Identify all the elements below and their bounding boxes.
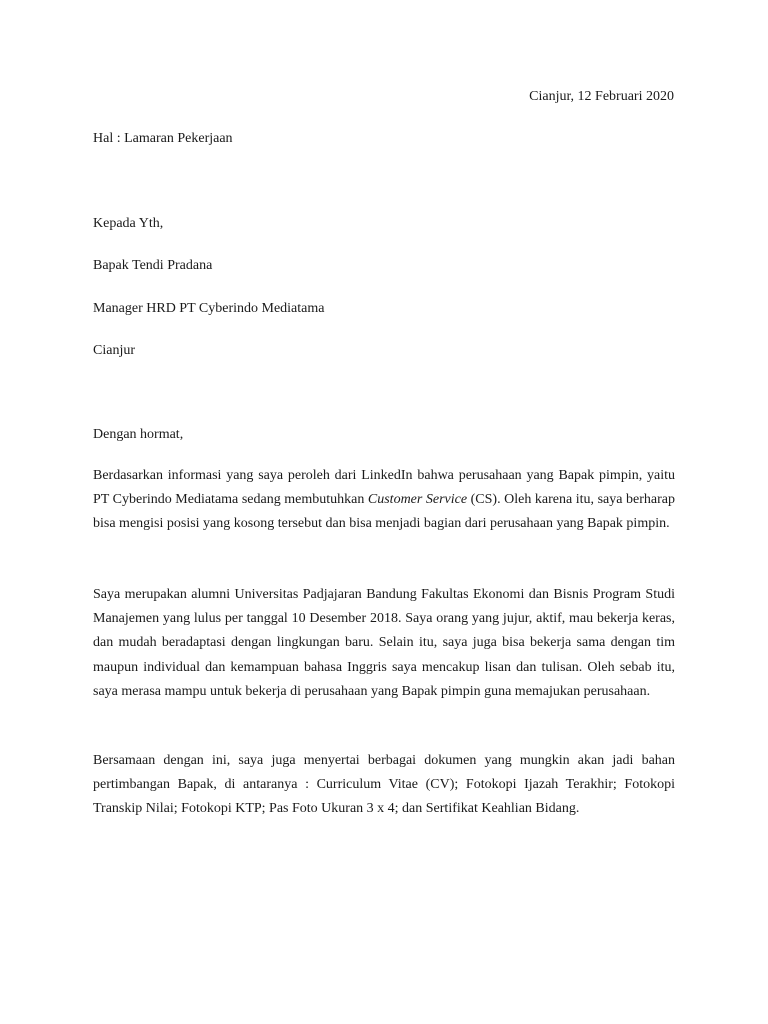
recipient-city: Cianjur [93, 343, 135, 358]
letter-date: Cianjur, 12 Februari 2020 [529, 89, 674, 104]
paragraph-1-text-after: (CS). Oleh karena itu, saya berharap bisa mengisi posisi yang kosong tersebut dan bisa menjadi bagian dari perusahaan yang Bapak pimpin. [93, 492, 675, 532]
recipient-greeting: Kepada Yth, [93, 216, 164, 231]
paragraph-1 [93, 464, 675, 537]
paragraph-3: Bersamaan dengan ini, saya juga menyertai berbagai dokumen yang mungkin akan jadi bahan pertimbangan Bapak, di antaranya : Curriculum Vitae (CV); Fotokopi Ijazah Terakhir; Fotokopi Transkip Nilai; Fotokopi KTP; Pas Foto Ukuran 3 x 4; dan Sertifikat Keahlian Bidang. [93, 753, 675, 817]
paragraph-2: Saya merupakan alumni Universitas Padjajaran Bandung Fakultas Ekonomi dan Bisnis Program Studi Manajemen yang lulus per tanggal 10 Desember 2018. Saya orang yang jujur, aktif, mau bekerja keras, dan mudah beradaptasi dengan lingkungan baru. Selain itu, saya juga bisa bekerja sama dengan tim maupun individual dan kemampuan bahasa Inggris saya mencakup lisan dan tulisan. Oleh sebab itu, saya merasa mampu untuk bekerja di perusahaan yang Bapak pimpin guna memajukan perusahaan. [93, 587, 675, 699]
salutation: Dengan hormat, [93, 427, 184, 442]
letter-subject: Hal : Lamaran Pekerjaan [93, 131, 233, 146]
recipient-position: Manager HRD PT Cyberindo Mediatama [93, 301, 325, 316]
paragraph-1-text-before: Berdasarkan informasi yang saya peroleh dari LinkedIn bahwa perusahaan yang Bapak pimpin, yaitu PT Cyberindo Mediatama sedang membutuhkan [93, 468, 675, 508]
paragraph-1-italic-term: Customer Service [367, 492, 468, 508]
recipient-name: Bapak Tendi Pradana [93, 258, 213, 273]
